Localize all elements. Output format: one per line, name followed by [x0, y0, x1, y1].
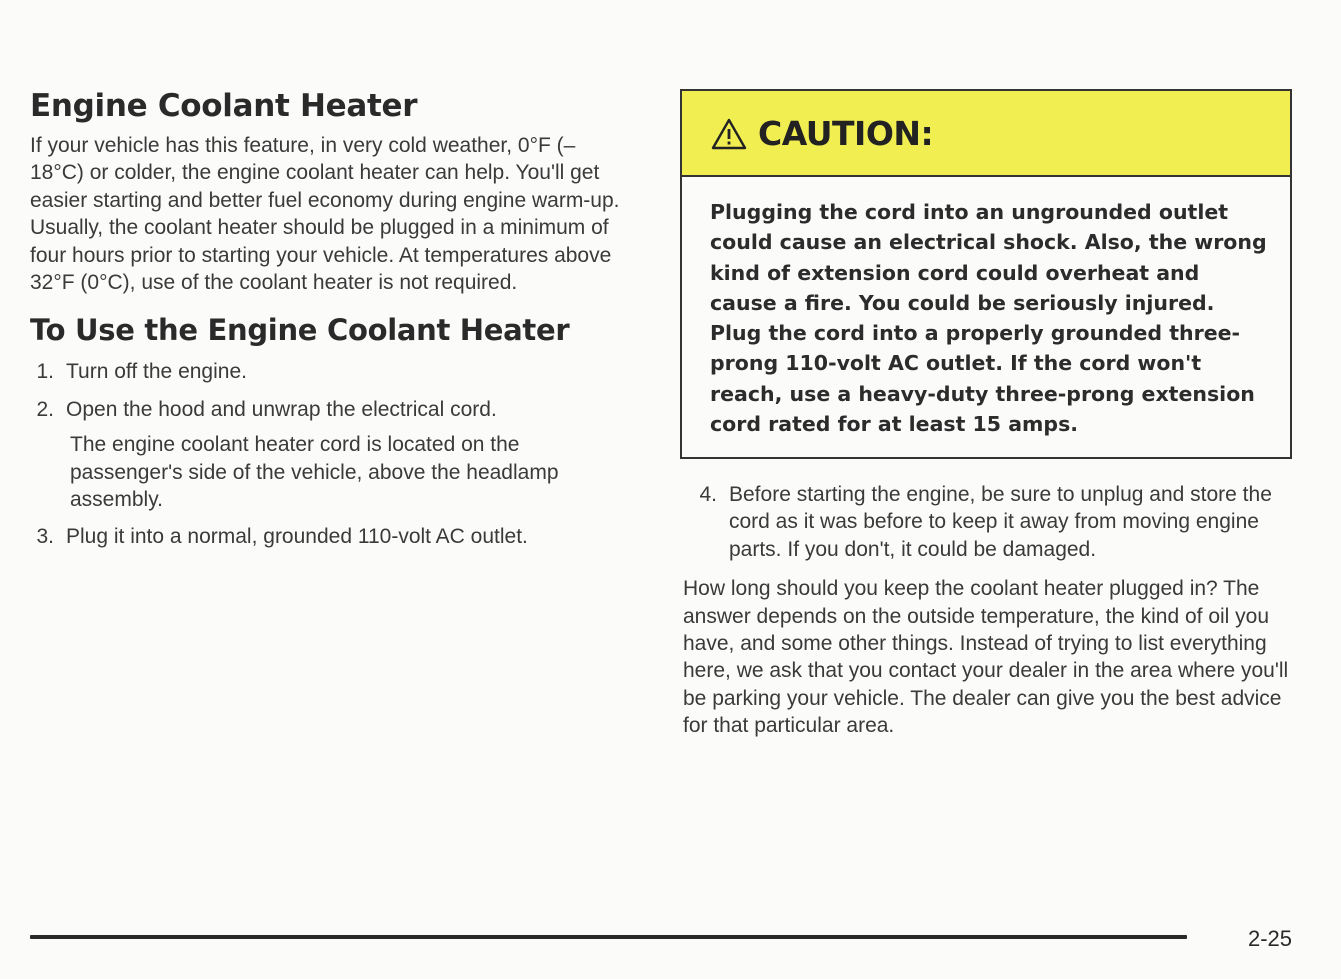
page-number: 2-25	[1248, 926, 1293, 951]
step-number: 1.	[36, 360, 54, 384]
right-column	[683, 481, 1303, 740]
howto-title: To Use the Engine Coolant Heater	[30, 313, 570, 348]
caution-text: Plugging the cord into an ungrounded outlet could cause an electrical shock. Also, the wrong kind of extension cord could overheat and cause a fire. You could be seriously injured. Plug the cord into a properly grounded three-prong 110-volt AC outlet. If the cord won't reach, use a heavy-duty three-prong extension cord rated for at least 15 amps.	[710, 200, 1267, 437]
list-item	[30, 358, 630, 385]
step-number: 3.	[36, 525, 54, 549]
intro-paragraph: If your vehicle has this feature, in very cold weather, 0°F (–18°C) or colder, the engine coolant heater can help. You'll get easier starting and better fuel economy during engine warm-up. Usually, the coolant heater should be plugged in a minimum of four hours prior to starting your vehicle. At temperatures above 32°F (0°C), use of the coolant heater is not required.	[30, 134, 620, 295]
step-text: Before starting the engine, be sure to unplug and store the cord as it was before to keep it away from moving engine parts. If you don't, it could be damaged.	[729, 483, 1272, 561]
closing-paragraph: How long should you keep the coolant heater plugged in? The answer depends on the outside temperature, the kind of oil you have, and some other things. Instead of trying to list everything here, we ask that you contact your dealer in the area where you'll be parking your vehicle. The dealer can give you the best advice for that particular area.	[683, 577, 1289, 738]
caution-box	[680, 89, 1292, 459]
caution-header	[682, 91, 1290, 177]
section-title: Engine Coolant Heater	[30, 88, 418, 124]
steps-list	[30, 358, 630, 550]
list-item	[693, 481, 1303, 563]
step-number: 2.	[36, 397, 54, 421]
step-text: Plug it into a normal, grounded 110-volt AC outlet.	[66, 525, 528, 549]
step-number: 4.	[699, 483, 717, 506]
warning-triangle-icon	[710, 117, 748, 151]
footer-rule	[30, 935, 1187, 939]
step-body	[66, 396, 630, 514]
caution-title: CAUTION:	[758, 113, 934, 153]
step-text: Turn off the engine.	[66, 360, 247, 384]
step-note: The engine coolant heater cord is located on the passenger's side of the vehicle, above the headlamp assembly.	[70, 433, 559, 512]
left-column	[30, 86, 630, 561]
list-item	[30, 523, 630, 550]
list-item	[30, 396, 630, 514]
step-text: Open the hood and unwrap the electrical cord.	[66, 397, 497, 421]
